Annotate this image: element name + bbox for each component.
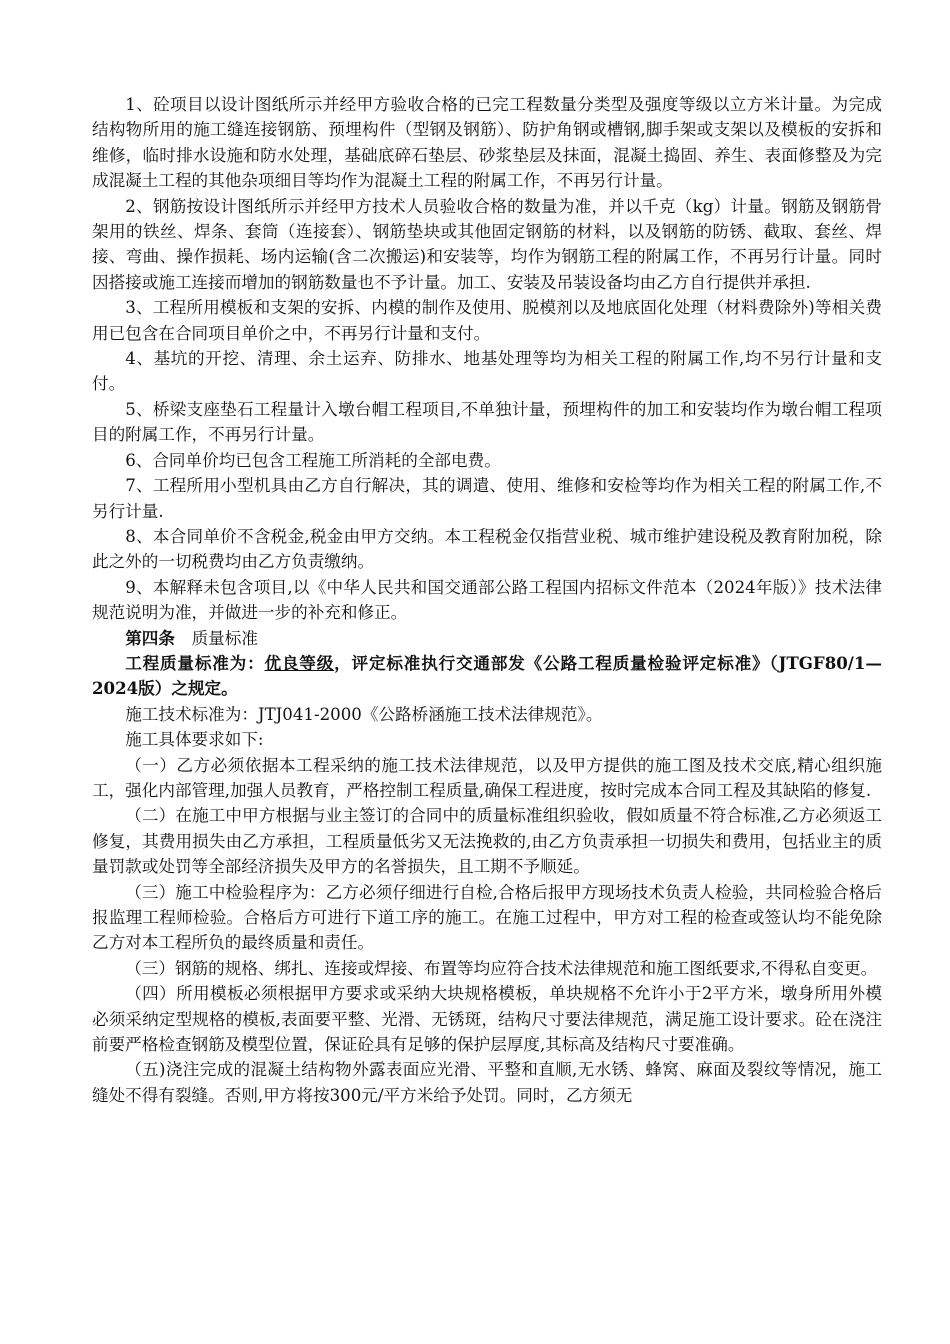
clause-paragraph-9: 9、本解释未包含项目,以《中华人民共和国交通部公路工程国内招标文件范本（2024年版）》技术法律规范说明为准，并做进一步的补充和修正。 <box>92 577 882 623</box>
clause-paragraph-7: 7、工程所用小型机具由乙方自行解决，其的调遣、使用、维修和安检等均作为相关工程的附属工作,不另行计量. <box>92 476 882 521</box>
quality-grade: 优良等级 <box>264 652 335 673</box>
tech-standard-paragraph: 施工技术标准为：JTJ041-2000《公路桥涵施工技术法律规范》。 <box>125 704 603 724</box>
requirement-paragraph-6: （五)浇注完成的混凝土结构物外露表面应光滑、平整和直顺,无水锈、蜂窝、麻面及裂纹等情况，施工缝处不得有裂缝。否则,甲方将按300元/平方米给予处罚。同时，乙方须无 <box>92 1060 882 1105</box>
requirement-paragraph-2: （二）在施工中甲方根据与业主签订的合同中的质量标准组织验收，假如质量不符合标准,乙方必须返工修复，其费用损失由乙方承担，工程质量低劣又无法挽救的,由乙方负责承担一切损失和费用，包括业主的质量罚款或处罚等全部经济损失及甲方的名誉损失，且工期不予顺延。 <box>92 806 882 877</box>
article-title: 质量标准 <box>191 628 258 648</box>
clause-paragraph-3: 3、工程所用模板和支架的安拆、内模的制作及使用、脱模剂以及地底固化处理（材料费除外)等相关费用已包含在合同项目单价之中，不再另行计量和支付。 <box>92 298 882 343</box>
document-page <box>92 92 882 1108</box>
requirement-paragraph-5: （四）所用模板必须根据甲方要求或采纳大块规格模板，单块规格不允许小于2平方米，墩身所用外模必须采纳定型规格的模板,表面要平整、光滑、无锈斑，结构尺寸要法律规范，满足施工设计要求。砼在浇注前要严格检查钢筋及模型位置，保证砼具有足够的保护层厚度,其标高及结构尺寸要准确。 <box>92 984 882 1055</box>
article-number: 第四条 <box>125 627 175 648</box>
quality-standard-paragraph <box>92 651 882 702</box>
quality-prefix: 工程质量标准为： <box>125 652 265 673</box>
clause-paragraph-5: 5、桥梁支座垫石工程量计入墩台帽工程项目,不单独计量，预埋构件的加工和安装均作为墩台帽工程项目的附属工作，不再另行计量。 <box>92 399 882 445</box>
clause-paragraph-8: 8、本合同单价不含税金,税金由甲方交纳。本工程税金仅指营业税、城市维护建设税及教育附加税，除此之外的一切税费均由乙方负责缴纳。 <box>92 526 882 572</box>
article-heading <box>92 626 882 651</box>
clause-paragraph-2: 2、钢筋按设计图纸所示并经甲方技术人员验收合格的数量为准，并以千克（kg）计量。钢筋及钢筋骨架用的铁丝、焊条、套筒（连接套）、钢筋垫块或其他固定钢筋的材料，以及钢筋的防锈、截取、套丝、焊接、弯曲、操作损耗、场内运输(含二次搬运)和安装等，均作为钢筋工程的附属工作，不再另行计量。同时因搭接或施工连接而增加的钢筋数量也不予计量。加工、安装及吊装设备均由乙方自行提供并承担. <box>92 196 882 292</box>
clause-paragraph-6: 6、合同单价均已包含工程施工所消耗的全部电费。 <box>125 450 501 470</box>
requirements-intro: 施工具体要求如下: <box>125 730 264 750</box>
requirement-paragraph-3: （三）施工中检验程序为：乙方必须仔细进行自检,合格后报甲方现场技术负责人检验，共同检验合格后报监理工程师检验。合格后方可进行下道工序的施工。在施工过程中，甲方对工程的检查或签认均不能免除乙方对本工程所负的最终质量和责任。 <box>92 882 882 953</box>
clause-paragraph-4: 4、基坑的开挖、清理、余土运弃、防排水、地基处理等均为相关工程的附属工作,均不另行计量和支付。 <box>92 349 882 394</box>
requirement-paragraph-4: （三）钢筋的规格、绑扎、连接或焊接、布置等均应符合技术法律规范和施工图纸要求,不得私自变更。 <box>125 958 878 978</box>
quality-suffix: ，评定标准执行交通部发《公路工程质量检验评定标准》（JTGF80/1—2024版）之规定。 <box>92 652 882 699</box>
clause-paragraph-1: 1、砼项目以设计图纸所示并经甲方验收合格的已完工程数量分类型及强度等级以立方米计量。为完成结构物所用的施工缝连接钢筋、预埋构件（型钢及钢筋）、防护角钢或槽钢,脚手架或支架以及模板的安拆和维修，临时排水设施和防水处理，基础底碎石垫层、砂浆垫层及抹面，混凝土捣固、养生、表面修整及为完成混凝土工程的其他杂项细目等均作为混凝土工程的附属工作，不再另行计量。 <box>92 95 882 191</box>
requirement-paragraph-1: （一）乙方必须依据本工程采纳的施工技术法律规范，以及甲方提供的施工图及技术交底,精心组织施工，强化内部管理,加强人员教育，严格控制工程质量,确保工程进度，按时完成本合同工程及其缺陷的修复. <box>92 755 882 800</box>
